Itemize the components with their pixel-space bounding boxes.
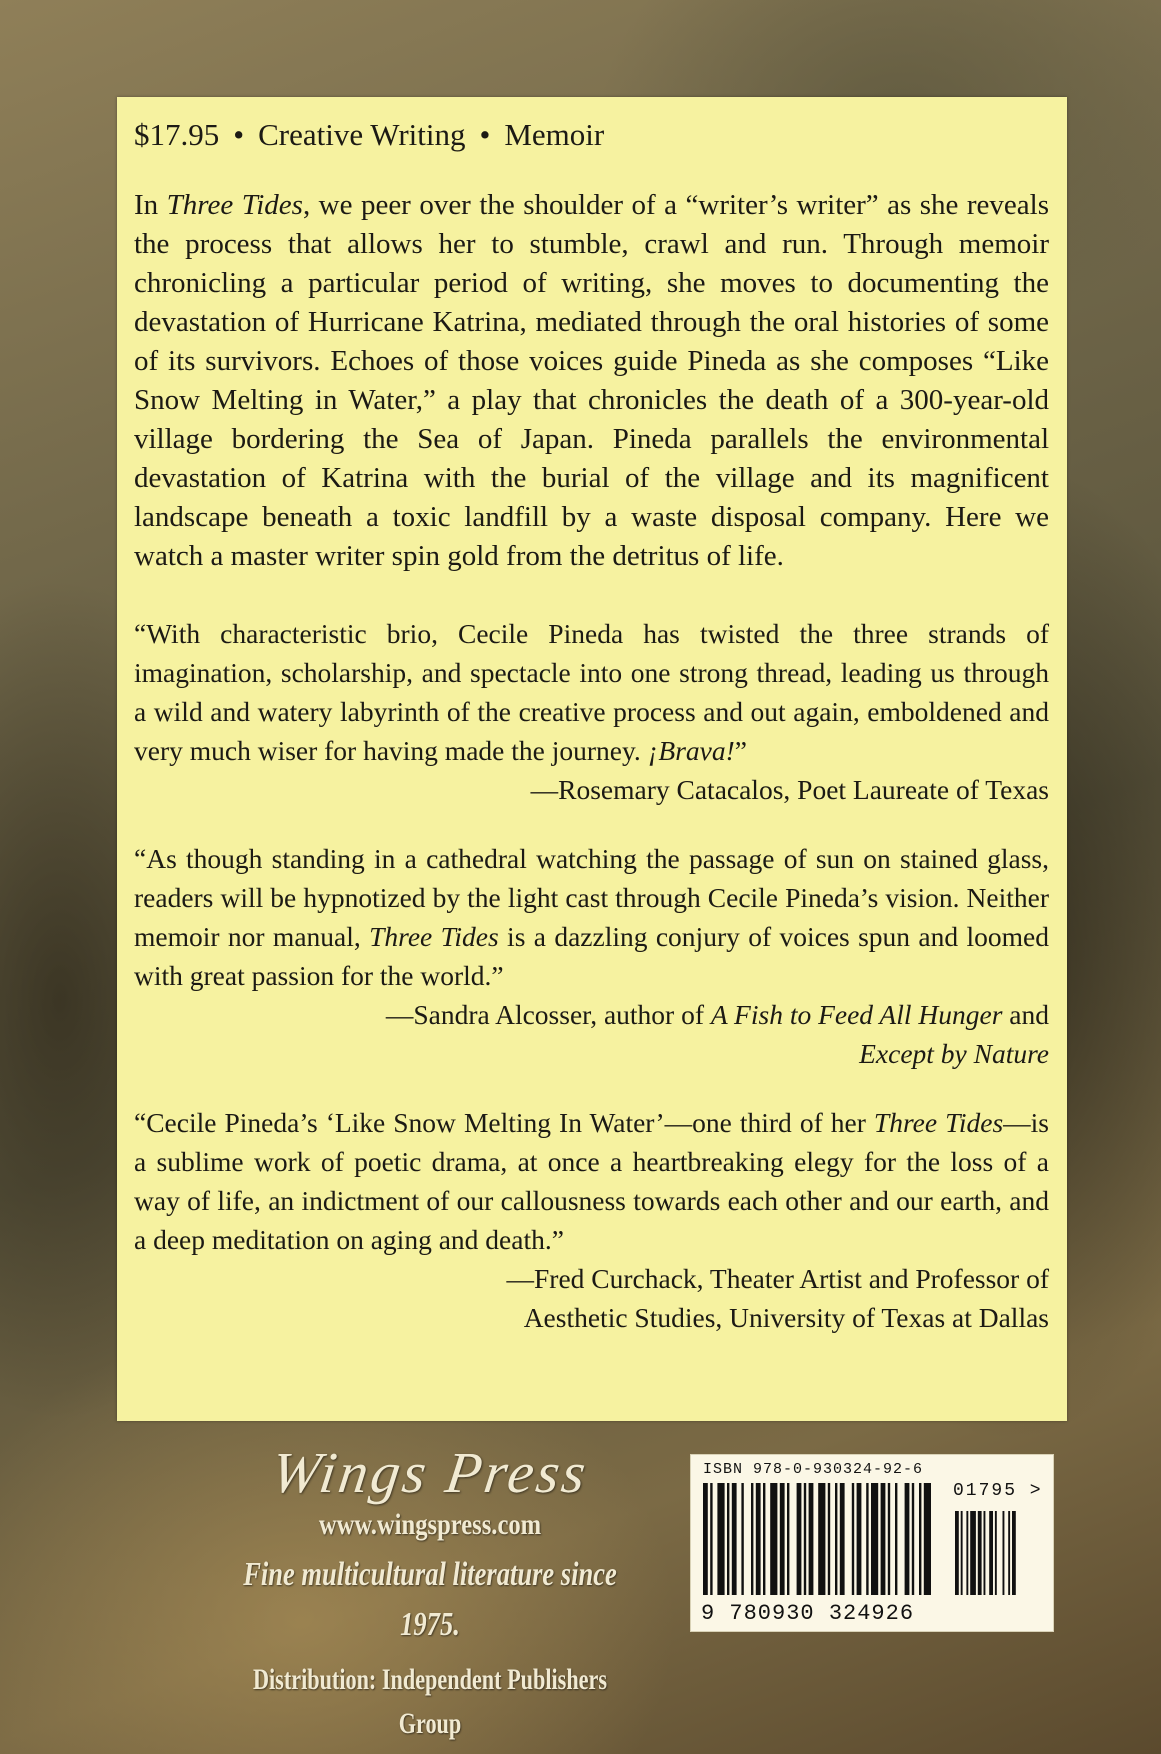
book-title: Three Tides	[166, 189, 303, 221]
blurb-text-end: is a dazzling conjury of voices spun and loomed with great passion for the world.”	[134, 921, 1049, 991]
description-text: , we peer over the shoulder of a “writer’s writer” as she reveals the process that allows her to stumble, crawl and run. Through memoir chronicling a particular period of writing, she moves to documenting the devastation of Hurricane Katrina, mediated through the oral histories of some of its survivors. Echoes of those voices guide Pineda as she composes “Like Snow Melting in Water,” a play that chronicles the death of a 300-year-old village bordering the Sea of Japan. Pineda parallels the environmental devastation of Katrina with the burial of the village and its magnificent landscape beneath a toxic landfill by a waste disposal company. Here we watch a master writer spin gold from the detritus of life.	[134, 189, 1049, 572]
isbn-digits: 9 780930 324926	[701, 1601, 915, 1626]
blurb-alcosser	[134, 839, 1049, 995]
blurb-text-end: ”	[734, 735, 747, 766]
blurb-attribution-curchack	[134, 1259, 1049, 1337]
price-code: 01795 >	[953, 1481, 1043, 1501]
price-category-line	[134, 115, 1049, 155]
attribution-book-title: A Fish to Feed All Hunger	[710, 999, 1003, 1030]
publisher-block	[160, 1440, 700, 1746]
attribution-text: —Sandra Alcosser, author of	[385, 999, 711, 1030]
blurb-text-end: —is a sublime work of poetic drama, at once a heartbreaking elegy for the loss of a way of life, an indictment of our callousness towards each other and our earth, and a deep meditation on aging and death.”	[134, 1107, 1050, 1255]
blurb-italic: Three Tides	[369, 921, 499, 952]
separator-dot: •	[233, 117, 245, 152]
blurb-italic: Three Tides	[873, 1107, 1004, 1138]
distribution-line: Distribution: Independent Publishers Group	[252, 1663, 608, 1740]
blurb-catacalos	[134, 614, 1049, 770]
attribution-and: and	[1002, 999, 1049, 1030]
blurb-italic: ¡Brava!	[647, 735, 735, 766]
back-cover-text-panel	[117, 97, 1067, 1421]
blurb-text: “With characteristic brio, Cecile Pineda has twisted the three strands of imagination, scholarship, and spectacle into one strong thread, leading us through a wild and watery labyrinth of the creative process and out again, emboldened and very much wiser for having made the journey.	[134, 618, 1049, 766]
category-creative-writing: Creative Writing	[258, 117, 466, 152]
category-memoir: Memoir	[504, 117, 605, 152]
publisher-tagline: Fine multicultural literature since 1975.	[243, 1556, 617, 1643]
attribution-line: —Fred Curchack, Theater Artist and Professor of	[506, 1263, 1049, 1294]
blurb-text: “Cecile Pineda’s ‘Like Snow Melting In Water’—one third of her	[134, 1107, 874, 1138]
blurb-attribution-catacalos: —Rosemary Catacalos, Poet Laureate of Texas	[530, 774, 1049, 805]
separator-dot: •	[479, 117, 491, 152]
publisher-logo: Wings Press	[267, 1440, 593, 1505]
blurb-text: “As though standing in a cathedral watching the passage of sun on stained glass, readers will be hypnotized by the light cast through Cecile Pineda’s vision. Neither memoir nor manual,	[134, 843, 1049, 952]
description-lead: In	[134, 189, 167, 221]
blurb-attribution-alcosser	[134, 995, 1049, 1073]
blurb-curchack	[134, 1103, 1049, 1259]
book-description	[134, 186, 1049, 576]
attribution-line: Aesthetic Studies, University of Texas at Dallas	[523, 1302, 1049, 1333]
publisher-url: www.wingspress.com	[318, 1508, 542, 1541]
price: $17.95	[134, 117, 220, 152]
isbn-label: ISBN 978-0-930324-92-6	[703, 1461, 924, 1478]
isbn-barcode	[690, 1454, 1054, 1632]
attribution-book-title: Except by Nature	[859, 1038, 1049, 1069]
